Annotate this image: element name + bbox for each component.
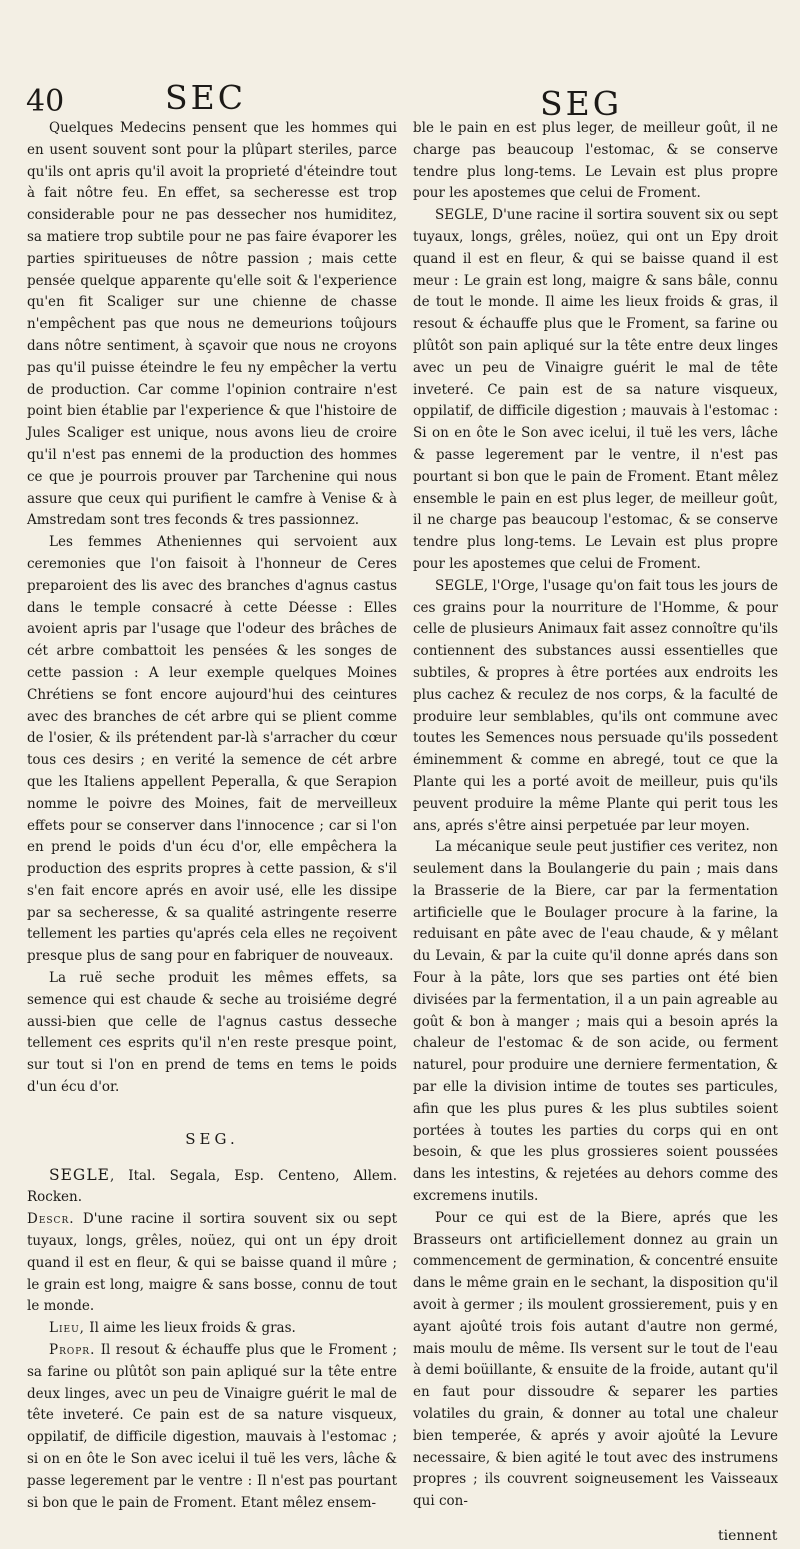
right-column [413, 118, 778, 1513]
left-column [27, 118, 397, 1514]
running-head-left: SEC [165, 78, 246, 117]
paragraph: ble le pain en est plus leger, de meilleur goût, il ne charge pas beaucoup l'estomac, & se conserve tendre plus long-tems. Le Levain est plus propre pour les apostemes que celui de Froment. [413, 120, 778, 202]
descr-text: D'une racine il sortira souvent six ou sept tuyaux, longs, grêles, noüez, qui ont un épy droit quand il est en fleur, & qui se baisse quand il mûre ; le grain est long, maigre & sans bosse, connu de tout le monde. [27, 1211, 397, 1315]
entry-descr [27, 1209, 397, 1318]
entry-names: , Ital. Segala, Esp. Centeno, Allem. Rocken. [27, 1167, 397, 1206]
lieu-label: Lieu, [49, 1320, 85, 1337]
lieu-text: Il aime les lieux froids & gras. [84, 1320, 296, 1337]
entry-headword: SEGLE [49, 1165, 110, 1184]
propr-label: Propr. [49, 1342, 96, 1359]
paragraph: Les femmes Atheniennes qui servoient aux ceremonies que l'on faisoit à l'honneur de Ceres preparoient des lis avec des branches d'agnus castus dans le temple consacré à cette Déesse : Elles avoient apris par l'usage que l'odeur des brâches de cét arbre combattoit les pensées & les songes de cette passion : A leur exemple quelques Moines Chrétiens se font encore aujourd'hui des ceintures avec des branches de cét arbre qui se plient comme de l'osier, & ils prétendent par-là s'arracher du cœur tous ces desirs ; en verité la semence de cét arbre que les Italiens appellent Peperalla, & que Serapion nomme le poivre des Moines, fait de merveilleux effets pour se conserver dans l'innocence ; car si l'on en prend le poids d'un écu d'or, elle empêchera la production des esprits propres à cette passion, & s'il s'en fait encore aprés en avoir usé, elle les dissipe par sa secheresse, & sa qualité astringente reserre tellement les parties qu'aprés cela elles ne reçoivent presque plus de sang pour en fabriquer de nouveaux. [27, 534, 397, 965]
descr-label: Descr. [27, 1211, 75, 1228]
section-title: SEG. [185, 1129, 239, 1148]
catchword: tiennent [718, 1528, 778, 1544]
paragraph: SEGLE, l'Orge, l'usage qu'on fait tous les jours de ces grains pour la nourriture de l'Homme, & pour celle de plusieurs Animaux fait assez connoître qu'ils contiennent des substances aussi essentielles que subtiles, & propres à être portées aux endroits les plus cachez & reculez de nos corps, & la faculté de produire leur semblables, qu'ils ont commune avec toutes les Semences nous persuade qu'ils possedent éminemment & comme en abregé, tout ce que la Plante qui les a porté avoit de meilleur, puis qu'ils peuvent produire la même Plante qui perit tous les ans, aprés s'être ainsi perpetuée par leur moyen. [413, 577, 778, 834]
page-number: 40 [26, 84, 65, 119]
entry-segle [27, 1165, 397, 1210]
paragraph: Pour ce qui est de la Biere, aprés que les Brasseurs ont artificiellement donnez au grain un commencement de germination, & concentré ensuite dans le même grain en le sechant, la disposition qu'il avoit à germer ; ils moulent grossierement, puis y en ayant ajoûté trois fois autant d'autre non germé, mais moulu de même. Ils versent sur le tout de l'eau à demi boüillante, & ensuite de la froide, autant qu'il en faut pour dissoudre & separer les parties volatiles du grain, & donner au total une chaleur bien temperée, & aprés y avoir ajoûté la Levure necessaire, & bien agité le tout avec des instrumens propres ; ils couvrent soigneusement les Vaisseaux qui con- [413, 1209, 778, 1510]
running-head-right: SEG [540, 84, 623, 123]
paragraph: La mécanique seule peut justifier ces veritez, non seulement dans la Boulangerie du pain ; mais dans la Brasserie de la Biere, car par la fermentation artificielle que le Boulager procure à la farine, la reduisant en pâte avec de l'eau chaude, & y mêlant du Levain, & par la cuite qu'il donne aprés dans son Four à la pâte, lors que ses parties ont été bien divisées par la fermentation, il a un pain agreable au goût & bon à manger ; mais qui a besoin aprés la chaleur de l'estomac & de son acide, ou ferment naturel, pour produire une derniere fermentation, & par elle la division intime de toutes ses particules, afin que les plus pures & les plus subtiles soient portées à toutes les parties du corps qui en ont besoin, & que les plus grossieres soient poussées dans les intestins, & rejetées au dehors comme des excremens inutils. [413, 839, 778, 1205]
propr-text: Il resout & échauffe plus que le Froment ; sa farine ou plûtôt son pain apliqué sur la tête entre deux linges, avec un peu de Vinaigre guérit le mal de tête inveteré. Ce pain est de sa nature visqueux, oppilatif, de difficile digestion, mauvais à l'estomac ; si on en ôte le Son avec icelui il tuë les vers, lâche & passe legerement par le ventre : Il n'est pas pourtant si bon que le pain de Froment. Etant mêlez ensem- [27, 1342, 397, 1511]
paragraph: SEGLE, D'une racine il sortira souvent six ou sept tuyaux, longs, grêles, noüez, qui ont un Epy droit quand il est en fleur, & qui se baisse quand il est meur : Le grain est long, maigre & sans bâle, connu de tout le monde. Il aime les lieux froids & gras, il resout & échauffe plus que le Froment, sa farine ou plûtôt son pain apliqué sur la tête entre deux linges avec un peu de Vinaigre guérit le mal de tête inveteré. Ce pain est de sa nature visqueux, oppilatif, de difficile digestion ; mauvais à l'estomac : Si on en ôte le Son avec icelui, il tuë les vers, lâche & passe legerement par le ventre, il n'est pas pourtant si bon que le pain de Froment. Etant mêlez ensemble le pain en est plus leger, de meilleur goût, il ne charge pas beaucoup l'estomac, & se conserve tendre plus long-tems. Le Levain est plus propre pour les apostemes que celui de Froment. [413, 207, 778, 572]
entry-lieu [27, 1318, 397, 1340]
entry-propr [27, 1340, 397, 1514]
paragraph: La ruë seche produit les mêmes effets, sa semence qui est chaude & seche au troisiéme degré aussi-bien que celle de l'agnus castus desseche tellement ces esprits qu'il n'en reste presque point, sur tout si l'on en prend de tems en tems le poids d'un écu d'or. [27, 970, 397, 1096]
paragraph: Quelques Medecins pensent que les hommes qui en usent souvent sont pour la plûpart steriles, parce qu'ils ont apris qu'il avoit la proprieté d'éteindre tout à fait nôtre feu. En effet, sa secheresse est trop considerable pour ne pas dessecher nos humiditez, sa matiere trop subtile pour ne pas faire évaporer les parties spiritueuses de nôtre passion ; mais cette pensée quelque apparente qu'elle soit & l'experience qu'en fit Scaliger sur une chienne de chasse n'empêchent pas que nous ne demeurions toûjours dans nôtre sentiment, à sçavoir que nous ne croyons pas qu'il puisse éteindre le feu ny empêcher la vertu de production. Car comme l'opinion contraire n'est point bien établie par l'experience & que l'histoire de Jules Scaliger est unique, nous avons lieu de croire qu'il n'est pas ennemi de la production des hommes ce que je pourrois prouver par Tarchenine qui nous assure que ceux qui purifient le camfre à Venise & à Amstredam sont tres feconds & tres passionnez. [27, 120, 397, 529]
